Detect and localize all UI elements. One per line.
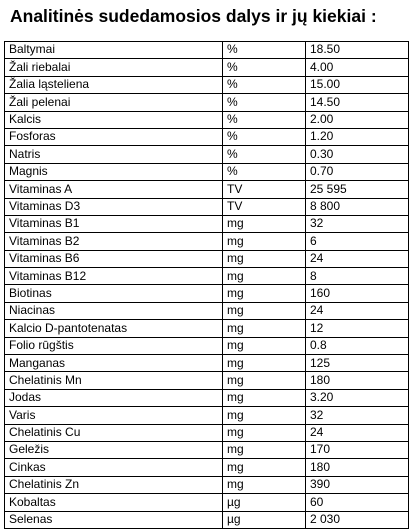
ingredient-name-cell: Selenas: [5, 511, 223, 528]
ingredient-name-cell: Žali riebalai: [5, 59, 223, 76]
table-row: [5, 233, 409, 250]
unit-cell: TV: [223, 181, 306, 198]
ingredient-name-cell: Cinkas: [5, 459, 223, 476]
amount-cell: 15.00: [306, 76, 409, 93]
page-title: Analitinės sudedamosios dalys ir jų kiekiai :: [10, 6, 377, 26]
amount-cell: 8: [306, 268, 409, 285]
unit-cell: mg: [223, 441, 306, 458]
table-row: [5, 250, 409, 267]
unit-cell: %: [223, 128, 306, 145]
ingredient-name-cell: Žali pelenai: [5, 94, 223, 111]
table-row: [5, 76, 409, 93]
ingredient-name-cell: Vitaminas A: [5, 181, 223, 198]
ingredient-name-cell: Vitaminas B2: [5, 233, 223, 250]
table-row: [5, 424, 409, 441]
unit-cell: mg: [223, 285, 306, 302]
ingredient-name-cell: Geležis: [5, 441, 223, 458]
table-row: [5, 42, 409, 59]
amount-cell: 32: [306, 407, 409, 424]
ingredient-name-cell: Jodas: [5, 389, 223, 406]
amount-cell: 6: [306, 233, 409, 250]
unit-cell: mg: [223, 459, 306, 476]
unit-cell: %: [223, 59, 306, 76]
unit-cell: mg: [223, 302, 306, 319]
ingredient-name-cell: Baltymai: [5, 42, 223, 59]
amount-cell: 4.00: [306, 59, 409, 76]
table-row: [5, 476, 409, 493]
unit-cell: %: [223, 76, 306, 93]
table-row: [5, 111, 409, 128]
amount-cell: 8 800: [306, 198, 409, 215]
amount-cell: 2 030: [306, 511, 409, 528]
table-row: [5, 163, 409, 180]
unit-cell: mg: [223, 250, 306, 267]
ingredient-name-cell: Vitaminas B12: [5, 268, 223, 285]
table-row: [5, 337, 409, 354]
amount-cell: 0.30: [306, 146, 409, 163]
unit-cell: mg: [223, 389, 306, 406]
unit-cell: %: [223, 163, 306, 180]
unit-cell: µg: [223, 494, 306, 511]
ingredient-name-cell: Vitaminas D3: [5, 198, 223, 215]
amount-cell: 3.20: [306, 389, 409, 406]
ingredient-name-cell: Fosforas: [5, 128, 223, 145]
unit-cell: TV: [223, 198, 306, 215]
table-row: [5, 94, 409, 111]
unit-cell: mg: [223, 215, 306, 232]
table-row: [5, 181, 409, 198]
unit-cell: mg: [223, 407, 306, 424]
table-row: [5, 268, 409, 285]
amount-cell: 180: [306, 372, 409, 389]
ingredient-name-cell: Magnis: [5, 163, 223, 180]
ingredient-name-cell: Kobaltas: [5, 494, 223, 511]
table-row: [5, 407, 409, 424]
table-row: [5, 355, 409, 372]
ingredient-name-cell: Chelatinis Mn: [5, 372, 223, 389]
amount-cell: 0.8: [306, 337, 409, 354]
ingredient-name-cell: Folio rūgštis: [5, 337, 223, 354]
table-row: [5, 459, 409, 476]
table-row: [5, 59, 409, 76]
amount-cell: 390: [306, 476, 409, 493]
ingredient-name-cell: Manganas: [5, 355, 223, 372]
ingredient-name-cell: Kalcis: [5, 111, 223, 128]
table-row: [5, 128, 409, 145]
ingredient-name-cell: Chelatinis Zn: [5, 476, 223, 493]
ingredient-name-cell: Vitaminas B6: [5, 250, 223, 267]
unit-cell: %: [223, 94, 306, 111]
unit-cell: µg: [223, 511, 306, 528]
amount-cell: 18.50: [306, 42, 409, 59]
ingredient-name-cell: Biotinas: [5, 285, 223, 302]
table-row: [5, 511, 409, 528]
unit-cell: mg: [223, 476, 306, 493]
amount-cell: 25 595: [306, 181, 409, 198]
ingredient-name-cell: Kalcio D-pantotenatas: [5, 320, 223, 337]
amount-cell: 32: [306, 215, 409, 232]
ingredient-name-cell: Natris: [5, 146, 223, 163]
amount-cell: 160: [306, 285, 409, 302]
table-row: [5, 146, 409, 163]
amount-cell: 2.00: [306, 111, 409, 128]
amount-cell: 24: [306, 302, 409, 319]
table-row: [5, 198, 409, 215]
unit-cell: %: [223, 42, 306, 59]
table-body: [5, 42, 409, 529]
amount-cell: 0.70: [306, 163, 409, 180]
table-row: [5, 302, 409, 319]
amount-cell: 1.20: [306, 128, 409, 145]
ingredient-name-cell: Vitaminas B1: [5, 215, 223, 232]
amount-cell: 170: [306, 441, 409, 458]
amount-cell: 24: [306, 424, 409, 441]
unit-cell: mg: [223, 372, 306, 389]
unit-cell: mg: [223, 320, 306, 337]
amount-cell: 12: [306, 320, 409, 337]
table-row: [5, 389, 409, 406]
table-row: [5, 215, 409, 232]
table-row: [5, 372, 409, 389]
unit-cell: mg: [223, 268, 306, 285]
ingredient-name-cell: Chelatinis Cu: [5, 424, 223, 441]
amount-cell: 60: [306, 494, 409, 511]
unit-cell: mg: [223, 424, 306, 441]
unit-cell: mg: [223, 355, 306, 372]
unit-cell: %: [223, 111, 306, 128]
table-row: [5, 494, 409, 511]
ingredient-name-cell: Varis: [5, 407, 223, 424]
table-row: [5, 285, 409, 302]
unit-cell: mg: [223, 337, 306, 354]
table-row: [5, 441, 409, 458]
unit-cell: mg: [223, 233, 306, 250]
ingredient-name-cell: Niacinas: [5, 302, 223, 319]
amount-cell: 180: [306, 459, 409, 476]
amount-cell: 14.50: [306, 94, 409, 111]
table-row: [5, 320, 409, 337]
amount-cell: 24: [306, 250, 409, 267]
ingredient-name-cell: Žalia ląsteliena: [5, 76, 223, 93]
amount-cell: 125: [306, 355, 409, 372]
unit-cell: %: [223, 146, 306, 163]
composition-table: [4, 41, 409, 529]
